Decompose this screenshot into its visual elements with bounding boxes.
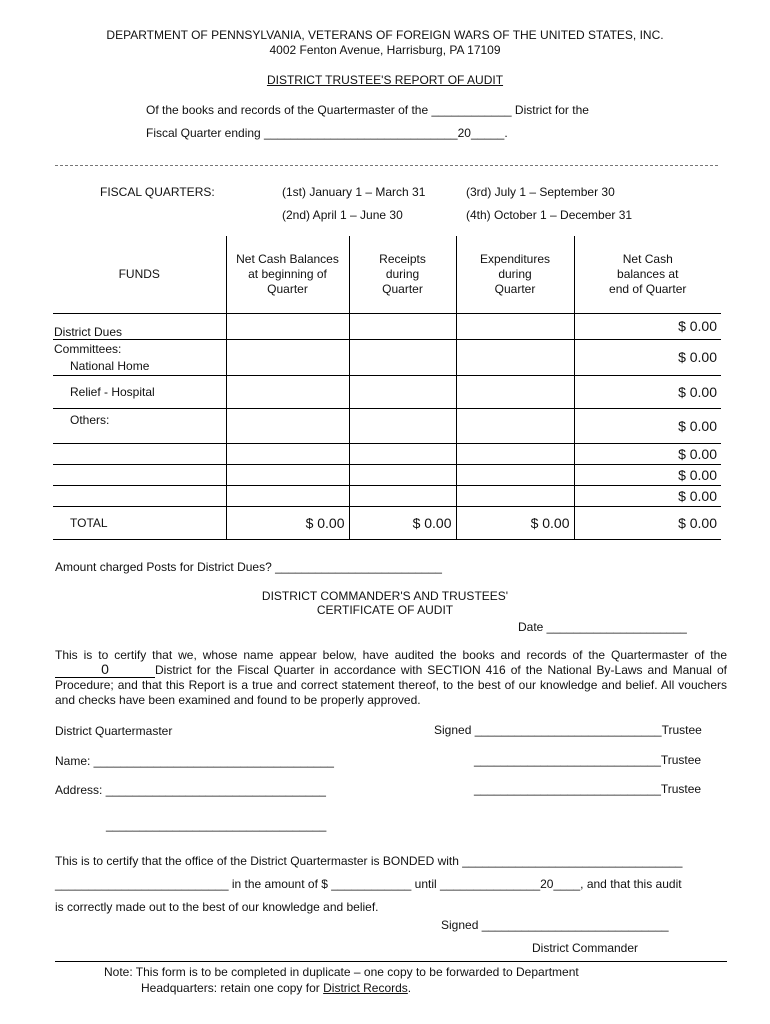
dashed-divider [55,165,718,166]
cell-end-value[interactable]: $ 0.00 [574,313,721,339]
bond-line-2: __________________________ in the amount of $ ____________ until _______________20____, and that this audit [55,877,682,891]
table-row [53,443,721,464]
address-field-line-2[interactable]: _________________________________ [106,818,327,832]
commander-label: District Commander [532,941,639,955]
row-label-total: TOTAL [53,506,226,539]
amount-charged-line: Amount charged Posts for District Dues? _________________________ [55,560,442,574]
cell-input[interactable] [226,443,349,464]
certificate-paragraph: This is to certify that we, whose name appear below, have audited the books and records of the Quartermaster of the 0 District for the Fiscal Quarter in accordance with SECTION 416 of the National By-Laws and Manual of Procedure; and that this Report is a true and correct statement thereof, to the best of our knowledge and belief. All vouchers and checks have been examined and found to be properly approved. [55,648,727,707]
cell-input[interactable] [349,485,456,506]
name-field[interactable]: Name: ____________________________________ [55,754,334,768]
cell-input[interactable] [456,339,574,375]
cell-input[interactable] [53,485,226,506]
cell-input[interactable] [226,408,349,443]
cell-end-value[interactable]: $ 0.00 [574,339,721,375]
fiscal-quarters-label: FISCAL QUARTERS: [100,185,215,199]
cell-input[interactable] [349,464,456,485]
row-label-committees: Committees: National Home [53,339,226,375]
cell-input[interactable] [456,443,574,464]
cell-end-value[interactable]: $ 0.00 [574,375,721,408]
cell-input[interactable] [456,464,574,485]
cell-input[interactable] [226,375,349,408]
row-label-district-dues: District Dues [53,313,226,339]
cell-input[interactable] [226,485,349,506]
bond-line-3: is correctly made out to the best of our knowledge and belief. [55,900,379,914]
table-row [53,408,721,443]
cell-input[interactable] [226,313,349,339]
fiscal-q3: (3rd) July 1 – September 30 [466,185,615,199]
org-heading: DEPARTMENT OF PENNSYLVANIA, VETERANS OF FOREIGN WARS OF THE UNITED STATES, INC. [106,28,664,42]
table-row [53,485,721,506]
org-address: 4002 Fenton Avenue, Harrisburg, PA 17109 [269,43,501,57]
trustee-signature-3[interactable]: ____________________________Trustee [474,782,702,796]
funds-table [53,236,721,540]
cell-input[interactable] [53,464,226,485]
cell-input[interactable] [349,408,456,443]
fiscal-q1: (1st) January 1 – March 31 [282,185,426,199]
quartermaster-label: District Quartermaster [55,724,173,738]
bond-line-1: This is to certify that the office of the District Quartermaster is BONDED with _________________________________ [55,854,683,868]
certificate-title-1: DISTRICT COMMANDER'S AND TRUSTEES' [261,589,509,603]
trustee-signature-2[interactable]: ____________________________Trustee [474,753,702,767]
table-row [53,313,721,339]
note-line-2: Headquarters: retain one copy for District Records. [141,981,412,995]
commander-signature[interactable]: Signed ____________________________ [441,918,669,932]
cell-end-value[interactable]: $ 0.00 [574,408,721,443]
row-label-national-home: National Home [70,358,150,373]
header-expenditures: Expenditures during Quarter [456,236,574,313]
date-field: Date _____________________ [518,620,687,634]
table-row-total [53,506,721,539]
page-title: DISTRICT TRUSTEE'S REPORT OF AUDIT [266,73,504,87]
cell-input[interactable] [53,443,226,464]
cell-end-value[interactable]: $ 0.00 [574,485,721,506]
address-field[interactable]: Address: _________________________________ [55,783,326,797]
header-funds: FUNDS [53,236,226,313]
table-row [53,375,721,408]
intro-line-1: Of the books and records of the Quartermaster of the ____________ District for the [146,103,589,117]
total-expenditures[interactable]: $ 0.00 [456,506,574,539]
cell-input[interactable] [349,313,456,339]
cell-input[interactable] [456,485,574,506]
certificate-title-2: CERTIFICATE OF AUDIT [316,603,454,617]
cell-input[interactable] [349,443,456,464]
note-line-1: Note: This form is to be completed in duplicate – one copy to be forwarded to Department [104,965,579,979]
cell-end-value[interactable]: $ 0.00 [574,464,721,485]
header-net-end: Net Cash balances at end of Quarter [574,236,721,313]
header-receipts: Receipts during Quarter [349,236,456,313]
total-net-end[interactable]: $ 0.00 [574,506,721,539]
row-label-others: Others: [53,408,226,443]
bottom-rule [55,961,727,962]
intro-line-2: Fiscal Quarter ending _____________________________20_____. [146,126,508,140]
cell-input[interactable] [456,408,574,443]
total-net-begin[interactable]: $ 0.00 [226,506,349,539]
fiscal-q4: (4th) October 1 – December 31 [466,208,633,222]
cell-input[interactable] [226,339,349,375]
district-records-text: District Records [323,981,408,995]
table-header-row [53,236,721,313]
total-receipts[interactable]: $ 0.00 [349,506,456,539]
fiscal-q2: (2nd) April 1 – June 30 [282,208,403,222]
header-net-begin: Net Cash Balances at beginning of Quarter [226,236,349,313]
cell-input[interactable] [456,313,574,339]
cell-input[interactable] [349,339,456,375]
cell-input[interactable] [349,375,456,408]
table-row [53,339,721,375]
table-row [53,464,721,485]
district-number-field[interactable]: 0 [55,663,155,678]
cell-end-value[interactable]: $ 0.00 [574,443,721,464]
trustee-signature-1[interactable]: Signed ____________________________Trustee [434,723,702,737]
cell-input[interactable] [226,464,349,485]
cell-input[interactable] [456,375,574,408]
row-label-relief: Relief - Hospital [53,375,226,408]
